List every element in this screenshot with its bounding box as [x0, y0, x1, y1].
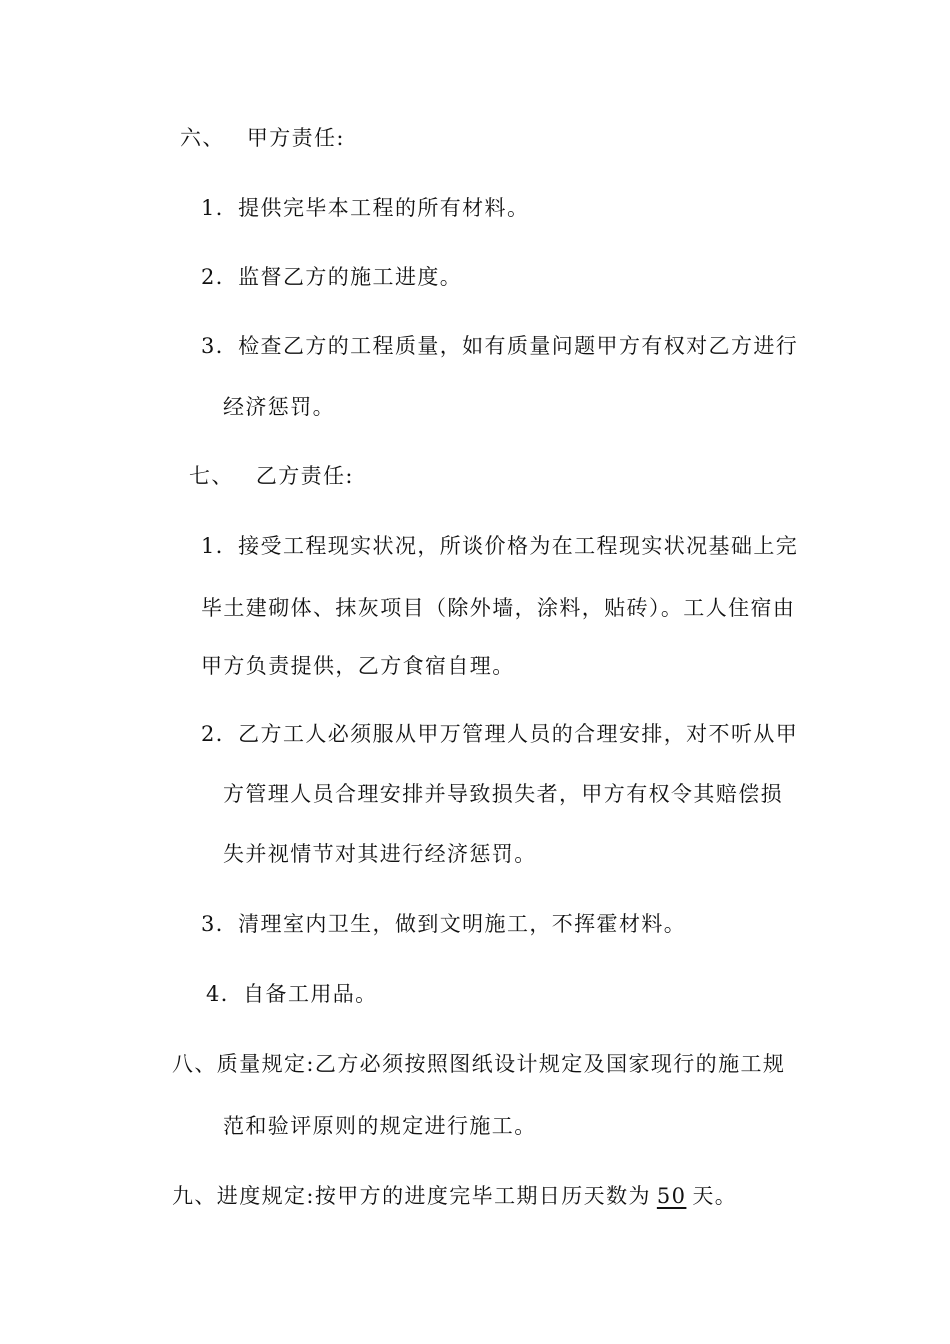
section-7-title: 乙方责任: [255, 464, 354, 488]
section-9-suffix: 天。 [692, 1184, 738, 1208]
section-9-prefix: 九、进度规定:按甲方的进度完毕工期日历天数为 [172, 1184, 651, 1208]
section-7-item-2-line-1: 2．乙方工人必须服从甲万管理人员的合理安排，对不听从甲 [201, 722, 799, 746]
section-7-item-2-line-3: 失并视情节对其进行经济惩罚。 [223, 842, 537, 866]
section-7-item-3: 3．清理室内卫生，做到文明施工，不挥霍材料。 [201, 912, 687, 936]
section-6-item-1: 1．提供完毕本工程的所有材料。 [201, 196, 530, 220]
section-6-heading [180, 124, 345, 152]
section-7-number: 七、 [189, 464, 234, 488]
section-8-line-2: 范和验评原则的规定进行施工。 [223, 1114, 537, 1138]
section-8-line-1: 八、质量规定:乙方必须按照图纸设计规定及国家现行的施工规 [172, 1052, 786, 1076]
duration-days-value: 50 [656, 1184, 687, 1208]
section-9-line [172, 1182, 737, 1210]
section-7-item-1-line-1: 1．接受工程现实状况，所谈价格为在工程现实状况基础上完 [201, 534, 799, 558]
section-7-heading [189, 462, 354, 490]
section-6-title: 甲方责任: [246, 126, 345, 150]
section-7-item-1-line-2: 毕土建砌体、抹灰项目（除外墙，涂料，贴砖）。工人住宿由 [201, 596, 796, 620]
section-6-number: 六、 [180, 126, 225, 150]
section-6-item-3-line-2: 经济惩罚。 [223, 395, 335, 419]
section-7-item-2-line-2: 方管理人员合理安排并导致损失者，甲方有权令其赔偿损 [223, 782, 783, 806]
section-7-item-1-line-3: 甲方负责提供，乙方食宿自理。 [201, 654, 515, 678]
section-7-item-4: 4．自备工用品。 [206, 982, 378, 1006]
section-6-item-2: 2．监督乙方的施工进度。 [201, 265, 463, 289]
section-6-item-3-line-1: 3．检查乙方的工程质量，如有质量问题甲方有权对乙方进行 [201, 334, 799, 358]
